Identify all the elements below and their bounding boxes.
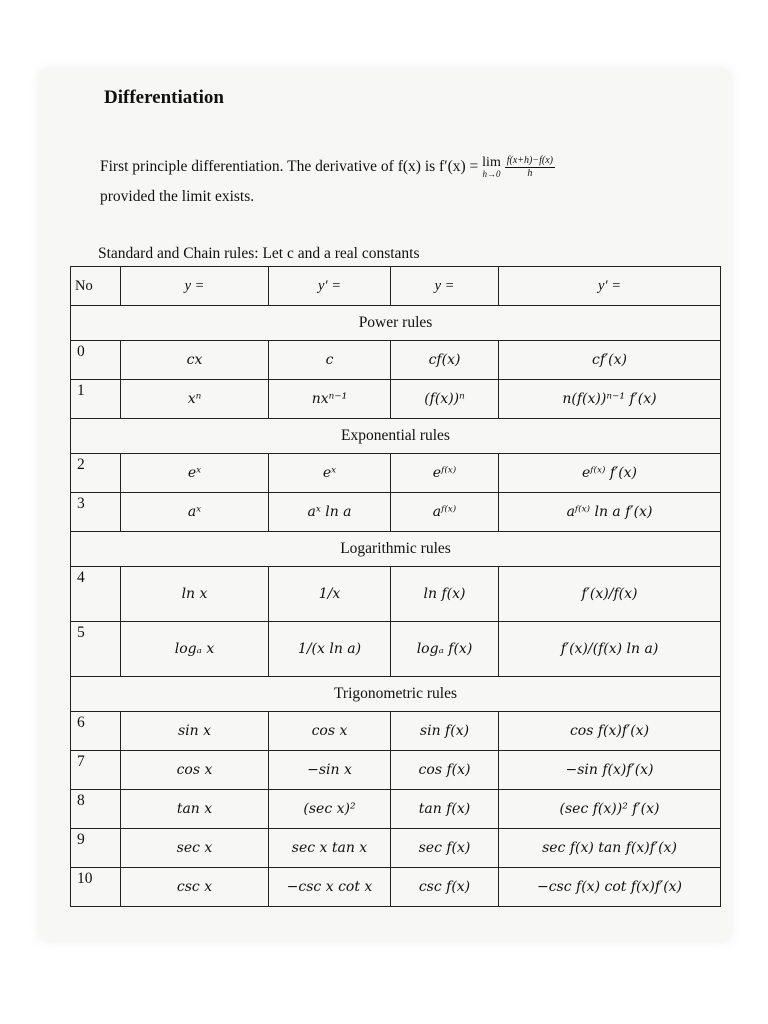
row-number: 10 bbox=[71, 868, 121, 907]
header-y: y = bbox=[121, 267, 269, 306]
chain-function-cell: csc f(x) bbox=[391, 868, 499, 907]
derivative-cell: (sec x)² bbox=[269, 790, 391, 829]
row-number: 3 bbox=[71, 493, 121, 532]
section-row-trigonometric bbox=[71, 677, 721, 712]
row-number: 7 bbox=[71, 751, 121, 790]
chain-derivative-cell: f′(x)/(f(x) ln a) bbox=[499, 622, 721, 677]
function-cell: sec x bbox=[121, 829, 269, 868]
chain-derivative-cell: f′(x)/f(x) bbox=[499, 567, 721, 622]
section-title: Logarithmic rules bbox=[71, 532, 721, 567]
page-title: Differentiation bbox=[104, 87, 224, 108]
chain-derivative-cell: aᶠ⁽ˣ⁾ ln a f′(x) bbox=[499, 493, 721, 532]
chain-function-cell: tan f(x) bbox=[391, 790, 499, 829]
derivative-cell: c bbox=[269, 341, 391, 380]
function-cell: ln x bbox=[121, 567, 269, 622]
chain-derivative-cell: cf′(x) bbox=[499, 341, 721, 380]
derivative-cell: −sin x bbox=[269, 751, 391, 790]
derivative-cell: eˣ bbox=[269, 454, 391, 493]
function-cell: logₐ x bbox=[121, 622, 269, 677]
chain-function-cell: eᶠ⁽ˣ⁾ bbox=[391, 454, 499, 493]
fraction-denominator: h bbox=[527, 167, 533, 179]
fraction-numerator: f(x+h)−f(x) bbox=[506, 154, 553, 166]
row-number: 9 bbox=[71, 829, 121, 868]
table-row bbox=[71, 380, 721, 419]
chain-function-cell: sec f(x) bbox=[391, 829, 499, 868]
chain-function-cell: sin f(x) bbox=[391, 712, 499, 751]
chain-derivative-cell: −sin f(x)f′(x) bbox=[499, 751, 721, 790]
function-cell: cx bbox=[121, 341, 269, 380]
limit-word: lim bbox=[482, 154, 501, 170]
derivative-cell: 1/(x ln a) bbox=[269, 622, 391, 677]
row-number: 4 bbox=[71, 567, 121, 622]
row-number: 6 bbox=[71, 712, 121, 751]
chain-function-cell: cos f(x) bbox=[391, 751, 499, 790]
table-row bbox=[71, 622, 721, 677]
function-cell: csc x bbox=[121, 868, 269, 907]
chain-derivative-cell: (sec f(x))² f′(x) bbox=[499, 790, 721, 829]
header-no: No bbox=[71, 267, 121, 306]
row-number: 0 bbox=[71, 341, 121, 380]
function-cell: tan x bbox=[121, 790, 269, 829]
intro-line-1: First principle differentiation. The derivative of f(x) is f′(x) = bbox=[100, 158, 483, 175]
table-row bbox=[71, 868, 721, 907]
table-row bbox=[71, 751, 721, 790]
chain-function-cell: cf(x) bbox=[391, 341, 499, 380]
table-caption: Standard and Chain rules: Let c and a real constants bbox=[98, 245, 420, 262]
table-row bbox=[71, 567, 721, 622]
row-number: 5 bbox=[71, 622, 121, 677]
chain-function-cell: ln f(x) bbox=[391, 567, 499, 622]
limit-subscript: h→0 bbox=[482, 168, 501, 179]
table-row bbox=[71, 341, 721, 380]
first-principle-text bbox=[100, 152, 710, 212]
derivative-cell: cos x bbox=[269, 712, 391, 751]
section-title: Trigonometric rules bbox=[71, 677, 721, 712]
row-number: 8 bbox=[71, 790, 121, 829]
table-row bbox=[71, 712, 721, 751]
section-title: Power rules bbox=[71, 306, 721, 341]
derivative-cell: sec x tan x bbox=[269, 829, 391, 868]
chain-derivative-cell: n(f(x))ⁿ⁻¹ f′(x) bbox=[499, 380, 721, 419]
derivative-cell: −csc x cot x bbox=[269, 868, 391, 907]
derivative-cell: 1/x bbox=[269, 567, 391, 622]
table-row bbox=[71, 454, 721, 493]
table-row bbox=[71, 790, 721, 829]
row-number: 2 bbox=[71, 454, 121, 493]
difference-quotient bbox=[505, 155, 555, 180]
section-row-logarithmic bbox=[71, 532, 721, 567]
derivative-cell: aˣ ln a bbox=[269, 493, 391, 532]
section-row-power bbox=[71, 306, 721, 341]
function-cell: xⁿ bbox=[121, 380, 269, 419]
row-number: 1 bbox=[71, 380, 121, 419]
limit-expression bbox=[482, 156, 501, 179]
table-row bbox=[71, 829, 721, 868]
header-y-prime: y′ = bbox=[269, 267, 391, 306]
function-cell: aˣ bbox=[121, 493, 269, 532]
header-y-chain: y = bbox=[391, 267, 499, 306]
function-cell: cos x bbox=[121, 751, 269, 790]
header-y-prime-chain: y′ = bbox=[499, 267, 721, 306]
function-cell: sin x bbox=[121, 712, 269, 751]
function-cell: eˣ bbox=[121, 454, 269, 493]
intro-line-2: provided the limit exists. bbox=[100, 188, 255, 206]
table-row bbox=[71, 493, 721, 532]
chain-function-cell: (f(x))ⁿ bbox=[391, 380, 499, 419]
section-row-exponential bbox=[71, 419, 721, 454]
chain-function-cell: logₐ f(x) bbox=[391, 622, 499, 677]
chain-function-cell: aᶠ⁽ˣ⁾ bbox=[391, 493, 499, 532]
rules-table bbox=[70, 266, 721, 907]
chain-derivative-cell: cos f(x)f′(x) bbox=[499, 712, 721, 751]
table-header-row bbox=[71, 267, 721, 306]
chain-derivative-cell: eᶠ⁽ˣ⁾ f′(x) bbox=[499, 454, 721, 493]
derivative-cell: nxⁿ⁻¹ bbox=[269, 380, 391, 419]
section-title: Exponential rules bbox=[71, 419, 721, 454]
chain-derivative-cell: sec f(x) tan f(x)f′(x) bbox=[499, 829, 721, 868]
chain-derivative-cell: −csc f(x) cot f(x)f′(x) bbox=[499, 868, 721, 907]
